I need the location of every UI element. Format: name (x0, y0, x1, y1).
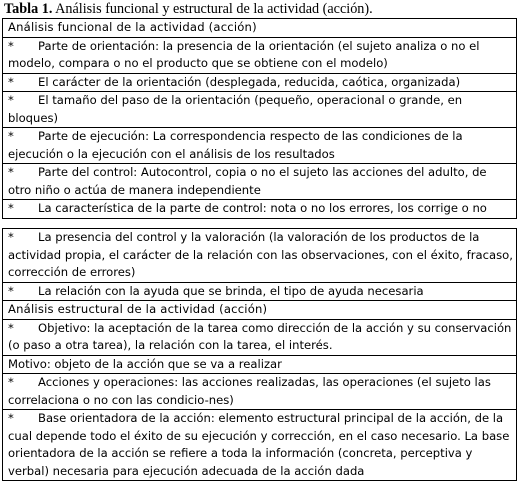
row-text: Base orientadora de la acción: elemento estructural principal de la acción, de la (38, 411, 504, 425)
section-header-functional: Análisis funcional de la actividad (acción) (3, 19, 516, 38)
bullet-marker: * (8, 93, 14, 107)
row-text: Parte del control: Autocontrol, copia o no el sujeto las acciones del adulto, de (38, 165, 487, 179)
row-text: El tamaño del paso de la orientación (pequeño, operacional o grande, en (38, 93, 463, 107)
row-text-line (8, 164, 513, 182)
table-caption (4, 0, 518, 18)
table-row (3, 356, 516, 375)
row-text: La relación con la ayuda que se brinda, el tipo de ayuda necesaria (38, 283, 424, 298)
bullet-marker: * (8, 320, 14, 335)
bullet-marker: * (8, 411, 14, 425)
row-text-line (8, 247, 513, 265)
row-text: bloques) (8, 110, 59, 125)
table-row (3, 374, 516, 410)
row-text-line (8, 445, 513, 463)
row-text-line (8, 200, 513, 218)
table-part-1 (2, 18, 517, 219)
row-text-line (8, 337, 513, 355)
table-row (3, 92, 516, 128)
row-text-line (8, 38, 513, 56)
row-text: Acciones y operaciones: las acciones realizadas, las operaciones (el sujeto las (38, 375, 491, 389)
row-text: modelo, compara o no el producto que se obtiene con el modelo) (8, 56, 388, 70)
bullet-marker: * (8, 230, 14, 244)
row-text: Parte de ejecución: La correspondencia respecto de las condiciones de la (38, 129, 463, 143)
row-text: actividad propia, el carácter de la relación con las observaciones, con el éxito, fracaso, (8, 247, 513, 262)
table-row (3, 164, 516, 200)
table-row (3, 38, 516, 74)
table-row (3, 74, 516, 93)
row-text: cual depende todo el éxito de su ejecución y corrección, en el caso necesario. La base (8, 428, 510, 443)
bullet-marker: * (8, 165, 14, 179)
row-text-line (8, 182, 513, 200)
row-text: ejecución o la ejecución con el análisis de los resultados (8, 146, 335, 161)
table-row (3, 128, 516, 164)
row-text-line (8, 229, 513, 247)
row-text-line (8, 320, 513, 338)
table-row (3, 283, 516, 302)
row-text-line (8, 392, 513, 410)
row-text: La presencia del control y la valoración (la valoración de los productos de la (38, 230, 480, 244)
row-text: (o paso a otra tarea), la relación con la tarea, el interés. (8, 338, 333, 352)
row-text-line (8, 146, 513, 164)
row-text: La característica de la parte de control: nota o no los errores, los corrige o no (38, 201, 487, 215)
table-row (3, 229, 516, 283)
row-text: El carácter de la orientación (desplegada, reducida, caótica, organizada) (38, 74, 461, 89)
row-text: otro niño o actúa de manera independiente (8, 182, 261, 197)
row-text: corrección de errores) (8, 265, 136, 279)
row-text-line (8, 74, 513, 92)
row-text: orientadora de la acción se refiere a toda la información (concreta, perceptiva y (8, 446, 473, 460)
row-text-line (8, 55, 513, 73)
table-row (3, 410, 516, 481)
row-text: verbal) necesaria para ejecución adecuada de la acción dada (8, 463, 365, 478)
row-text-line (8, 410, 513, 428)
bullet-marker: * (8, 283, 14, 298)
table-row (3, 320, 516, 356)
table-title: Análisis funcional y estructural de la actividad (acción). (55, 1, 373, 17)
row-text-line (8, 374, 513, 392)
table-number: Tabla 1. (4, 1, 53, 17)
row-text-line (8, 264, 513, 282)
row-text: Objetivo: la aceptación de la tarea como dirección de la acción y su conservación (38, 320, 512, 335)
row-text-line (8, 92, 513, 110)
row-text-line (8, 356, 513, 374)
row-text: Parte de orientación: la presencia de la orientación (el sujeto analiza o no el (38, 38, 480, 53)
bullet-marker: * (8, 201, 14, 215)
bullet-marker: * (8, 129, 14, 143)
row-text: correlaciona o no con las condicio-nes) (8, 392, 234, 407)
row-text: Motivo: objeto de la acción que se va a realizar (8, 356, 282, 371)
bullet-marker: * (8, 38, 14, 53)
bullet-marker: * (8, 375, 14, 389)
row-text-line (8, 463, 513, 481)
row-text-line (8, 283, 513, 301)
section-header-structural: Análisis estructural de la actividad (acción) (3, 301, 516, 320)
row-text-line (8, 128, 513, 146)
table-row (3, 200, 516, 219)
bullet-marker: * (8, 74, 14, 89)
table-part-2 (2, 228, 517, 481)
row-text-line (8, 428, 513, 446)
row-text-line (8, 110, 513, 128)
